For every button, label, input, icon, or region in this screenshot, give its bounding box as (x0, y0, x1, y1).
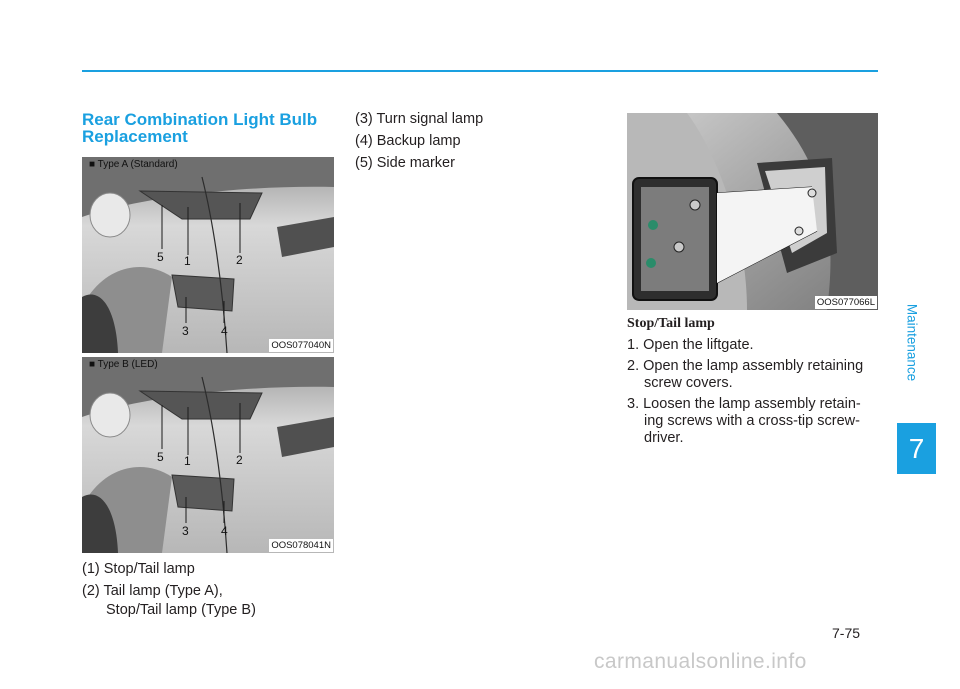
legend-item-2-line-2: Stop/Tail lamp (Type B) (106, 602, 256, 618)
callout-2: 2 (236, 253, 243, 267)
callout-4: 4 (221, 324, 228, 338)
legend-left (82, 560, 342, 623)
figure-type-a-label: ■ Type A (Standard) (89, 159, 178, 170)
callout-5: 5 (157, 450, 164, 464)
page-number: 7-75 (832, 625, 861, 641)
procedure-steps (627, 337, 879, 451)
callout-4: 4 (221, 524, 228, 538)
figure-type-a-code: OOS077040N (271, 340, 331, 351)
section-heading: Rear Combination Light Bulb Replacement (82, 110, 318, 146)
step-3: 3. Loosen the lamp assembly retain- ing screws with a cross-tip screw- driver. (627, 396, 861, 446)
callout-3: 3 (182, 524, 189, 538)
photo-code: OOS077066L (816, 297, 875, 308)
tail-lamp-photo-illustration (627, 113, 878, 310)
figure-type-a (82, 157, 334, 353)
legend-item-3: (3) Turn signal lamp (355, 111, 484, 127)
figure-type-a-illustration (82, 157, 334, 353)
watermark: carmanualsonline.info (594, 650, 807, 673)
callout-5: 5 (157, 250, 164, 264)
callout-1: 1 (184, 454, 191, 468)
figure-type-b-label: ■ Type B (LED) (89, 359, 158, 370)
callout-2: 2 (236, 453, 243, 467)
step-1: 1. Open the liftgate. (627, 337, 754, 353)
step-2: 2. Open the lamp assembly retaining screw covers. (627, 358, 864, 391)
callout-1: 1 (184, 254, 191, 268)
figure-type-b (82, 357, 334, 553)
figure-type-b-illustration (82, 357, 334, 553)
side-tab-label: Maintenance (904, 303, 920, 382)
top-rule (82, 70, 878, 72)
chapter-number-box: 7 (897, 423, 936, 474)
legend-item-4: (4) Backup lamp (355, 133, 461, 149)
legend-right (355, 110, 595, 176)
side-tab (899, 255, 925, 435)
stop-tail-lamp-heading: Stop/Tail lamp (627, 316, 715, 331)
figure-type-b-code: OOS078041N (271, 540, 331, 551)
legend-item-2-line-1: (2) Tail lamp (Type A), (82, 583, 223, 599)
legend-item-1: (1) Stop/Tail lamp (82, 561, 195, 577)
legend-item-5: (5) Side marker (355, 155, 455, 171)
legend-item-2 (82, 582, 342, 620)
tail-lamp-photo (627, 113, 878, 310)
callout-3: 3 (182, 324, 189, 338)
